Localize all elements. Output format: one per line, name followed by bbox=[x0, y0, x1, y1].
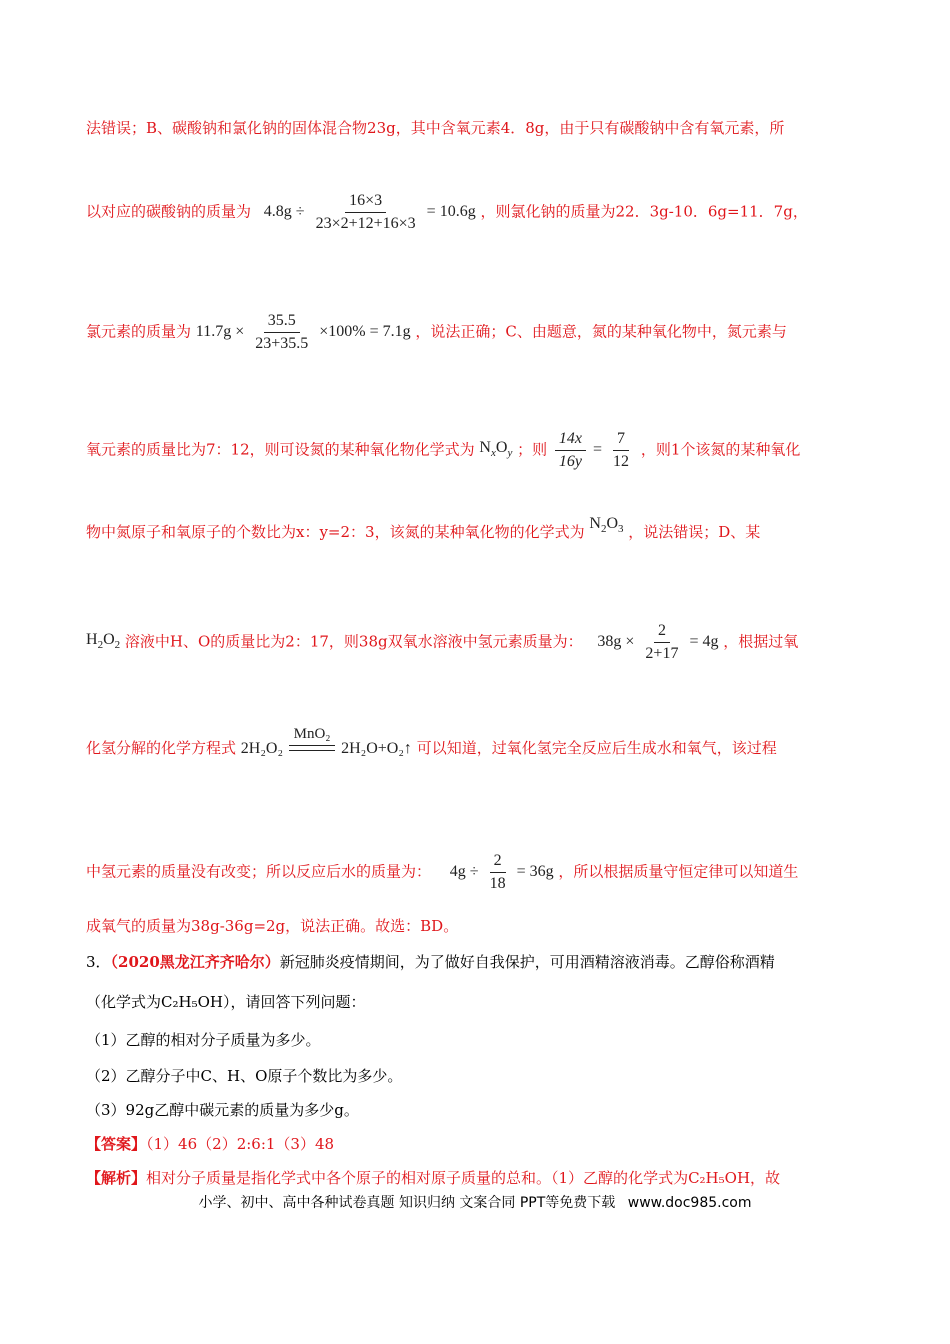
formula-right: = 10.6g bbox=[426, 203, 476, 221]
paragraph-line-1 bbox=[86, 118, 866, 138]
text-segment: 物中氮原子和氧原子的个数比为x：y=2：3，该氮的某种氧化物的化学式为 bbox=[86, 523, 585, 541]
answer-line bbox=[86, 1134, 866, 1154]
fraction bbox=[609, 430, 633, 471]
question-3-line-2 bbox=[86, 992, 866, 1012]
fraction-numerator: 14x bbox=[555, 430, 586, 451]
formula-left: 38g × bbox=[597, 633, 635, 651]
fraction-denominator: 12 bbox=[613, 453, 630, 470]
question-text: （化学式为C₂H₅OH），请回答下列问题： bbox=[86, 993, 366, 1011]
fraction-numerator: 16×3 bbox=[345, 192, 386, 213]
sub-question-text: （2）乙醇分子中C、H、O原子个数比为多少。 bbox=[86, 1067, 403, 1085]
fraction bbox=[641, 622, 682, 663]
question-text: 新冠肺炎疫情期间，为了做好自我保护，可用酒精溶液消毒。乙醇俗称酒精 bbox=[279, 953, 775, 971]
formula-nxoy bbox=[479, 438, 512, 463]
fraction-denominator: 18 bbox=[489, 875, 506, 892]
question-3-heading bbox=[86, 952, 866, 972]
formula-symbol: N bbox=[589, 514, 601, 532]
text-segment: 可以知道，过氧化氢完全反应后生成水和氧气，该过程 bbox=[416, 739, 777, 757]
formula-hydrogen-mass bbox=[597, 622, 718, 663]
fraction-numerator: 7 bbox=[613, 430, 629, 451]
text-segment: ，所以根据质量守恒定律可以知道生 bbox=[558, 862, 799, 881]
chemical-equation bbox=[240, 726, 412, 759]
paragraph-line-2 bbox=[86, 192, 866, 233]
fraction-denominator: 23×2+12+16×3 bbox=[315, 215, 416, 232]
text-segment: ，则氯化钠的质量为22．3g-10．6g=11．7g， bbox=[480, 202, 808, 221]
fraction bbox=[251, 312, 312, 353]
formula-symbol: O bbox=[606, 514, 618, 532]
gas-arrow-icon: ↑ bbox=[403, 740, 412, 757]
equation-reactant: 2H₂O₂ bbox=[240, 740, 284, 757]
formula-water-mass bbox=[450, 852, 554, 893]
analysis-text: 相对分子质量是指化学式中各个原子的相对原子质量的总和。（1）乙醇的化学式为C₂H₅OH，故 bbox=[146, 1169, 781, 1187]
formula-symbol: O bbox=[495, 439, 508, 456]
double-bar bbox=[289, 745, 335, 751]
formula-subscript: 2 bbox=[600, 522, 607, 535]
fraction-numerator: 2 bbox=[654, 622, 670, 643]
text-segment: 以对应的碳酸钠的质量为 bbox=[86, 202, 252, 221]
sub-question-3 bbox=[86, 1100, 866, 1120]
fraction-numerator: 35.5 bbox=[264, 312, 300, 333]
formula-subscript: 2 bbox=[114, 639, 121, 651]
formula-left: 11.7g × bbox=[195, 323, 245, 341]
formula-sodium-carbonate-mass bbox=[264, 192, 476, 233]
paragraph-line-3 bbox=[86, 312, 866, 353]
formula-left: 4g ÷ bbox=[449, 863, 479, 881]
reaction-condition bbox=[289, 725, 335, 751]
text-segment: 溶液中H、O的质量比为2：17，则38g双氧水溶液中氢元素质量为： bbox=[124, 632, 583, 651]
fraction-denominator: 23+35.5 bbox=[255, 335, 309, 352]
text-segment: 氧元素的质量比为7：12，则可设氮的某种氧化物化学式为 bbox=[86, 440, 475, 459]
analysis-line bbox=[86, 1168, 866, 1188]
formula-subscript: 3 bbox=[618, 522, 624, 535]
sub-question-2 bbox=[86, 1066, 866, 1086]
fraction bbox=[486, 852, 510, 893]
paragraph-line-7 bbox=[86, 726, 866, 759]
formula-n2o3 bbox=[589, 514, 623, 539]
text-segment: 成氧气的质量为38g-36g=2g，说法正确。故选：BD。 bbox=[86, 917, 459, 935]
sub-question-1 bbox=[86, 1030, 866, 1050]
formula-symbol: N bbox=[479, 439, 491, 456]
text-segment: 氯元素的质量为 bbox=[86, 322, 192, 341]
fraction-numerator: 2 bbox=[490, 852, 506, 873]
formula-right: ×100% = 7.1g bbox=[319, 323, 411, 341]
text-segment: ，则1个该氮的某种氧化 bbox=[640, 440, 801, 459]
formula-symbol: H bbox=[86, 631, 98, 648]
text-segment: ，说法错误；D、某 bbox=[628, 523, 761, 541]
text-segment: ，根据过氧 bbox=[723, 632, 799, 651]
formula-right: = 36g bbox=[516, 863, 554, 881]
text-segment: ；则 bbox=[517, 440, 548, 459]
footer-url-link[interactable]: www.doc985.com bbox=[627, 1195, 752, 1211]
formula-symbol: O bbox=[103, 631, 115, 648]
answer-text: （1）46（2）2:6:1（3）48 bbox=[146, 1135, 335, 1153]
formula-ratio bbox=[552, 430, 636, 471]
analysis-label: 【解析】 bbox=[86, 1169, 147, 1187]
sub-question-text: （1）乙醇的相对分子质量为多少。 bbox=[86, 1031, 321, 1049]
formula-h2o2 bbox=[86, 630, 120, 655]
fraction-denominator: 16y bbox=[558, 453, 583, 470]
answer-label: 【答案】 bbox=[86, 1135, 147, 1153]
text-segment: 化氢分解的化学方程式 bbox=[86, 739, 237, 757]
fraction-denominator: 2+17 bbox=[645, 645, 679, 662]
fraction bbox=[312, 192, 420, 233]
formula-right: = 4g bbox=[689, 633, 719, 651]
text-segment: 中氢元素的质量没有改变；所以反应后水的质量为： bbox=[86, 862, 432, 881]
paragraph-line-4 bbox=[86, 430, 866, 471]
sub-question-text: （3）92g乙醇中碳元素的质量为多少g。 bbox=[86, 1101, 359, 1119]
text-segment: ，说法正确；C、由题意，氮的某种氧化物中，氮元素与 bbox=[415, 322, 787, 341]
formula-left: 4.8g ÷ bbox=[263, 203, 305, 221]
question-number: 3． bbox=[86, 953, 111, 971]
formula-subscript: 2 bbox=[97, 639, 104, 651]
formula-subscript: y bbox=[507, 447, 513, 459]
equals-sign: = bbox=[593, 441, 603, 459]
footer-text: 小学、初中、高中各种试卷真题 知识归纳 文案合同 PPT等免费下载 bbox=[198, 1195, 616, 1211]
paragraph-line-6 bbox=[86, 622, 866, 663]
formula-chlorine-mass bbox=[196, 312, 411, 353]
paragraph-line-8 bbox=[86, 852, 866, 893]
paragraph-line-5 bbox=[86, 514, 866, 542]
question-source: （2020黑龙江齐齐哈尔） bbox=[110, 953, 280, 971]
fraction bbox=[555, 430, 586, 471]
text-segment: 法错误；B、碳酸钠和氯化钠的固体混合物23g，其中含氧元素4．8g，由于只有碳酸钠中含有氧元素，所 bbox=[86, 119, 785, 137]
page-footer bbox=[0, 1192, 950, 1212]
paragraph-line-9 bbox=[86, 916, 866, 936]
formula-subscript: x bbox=[490, 447, 496, 459]
catalyst-label: MnO₂ bbox=[293, 726, 331, 743]
equation-product: 2H₂O+O₂ bbox=[341, 740, 404, 757]
